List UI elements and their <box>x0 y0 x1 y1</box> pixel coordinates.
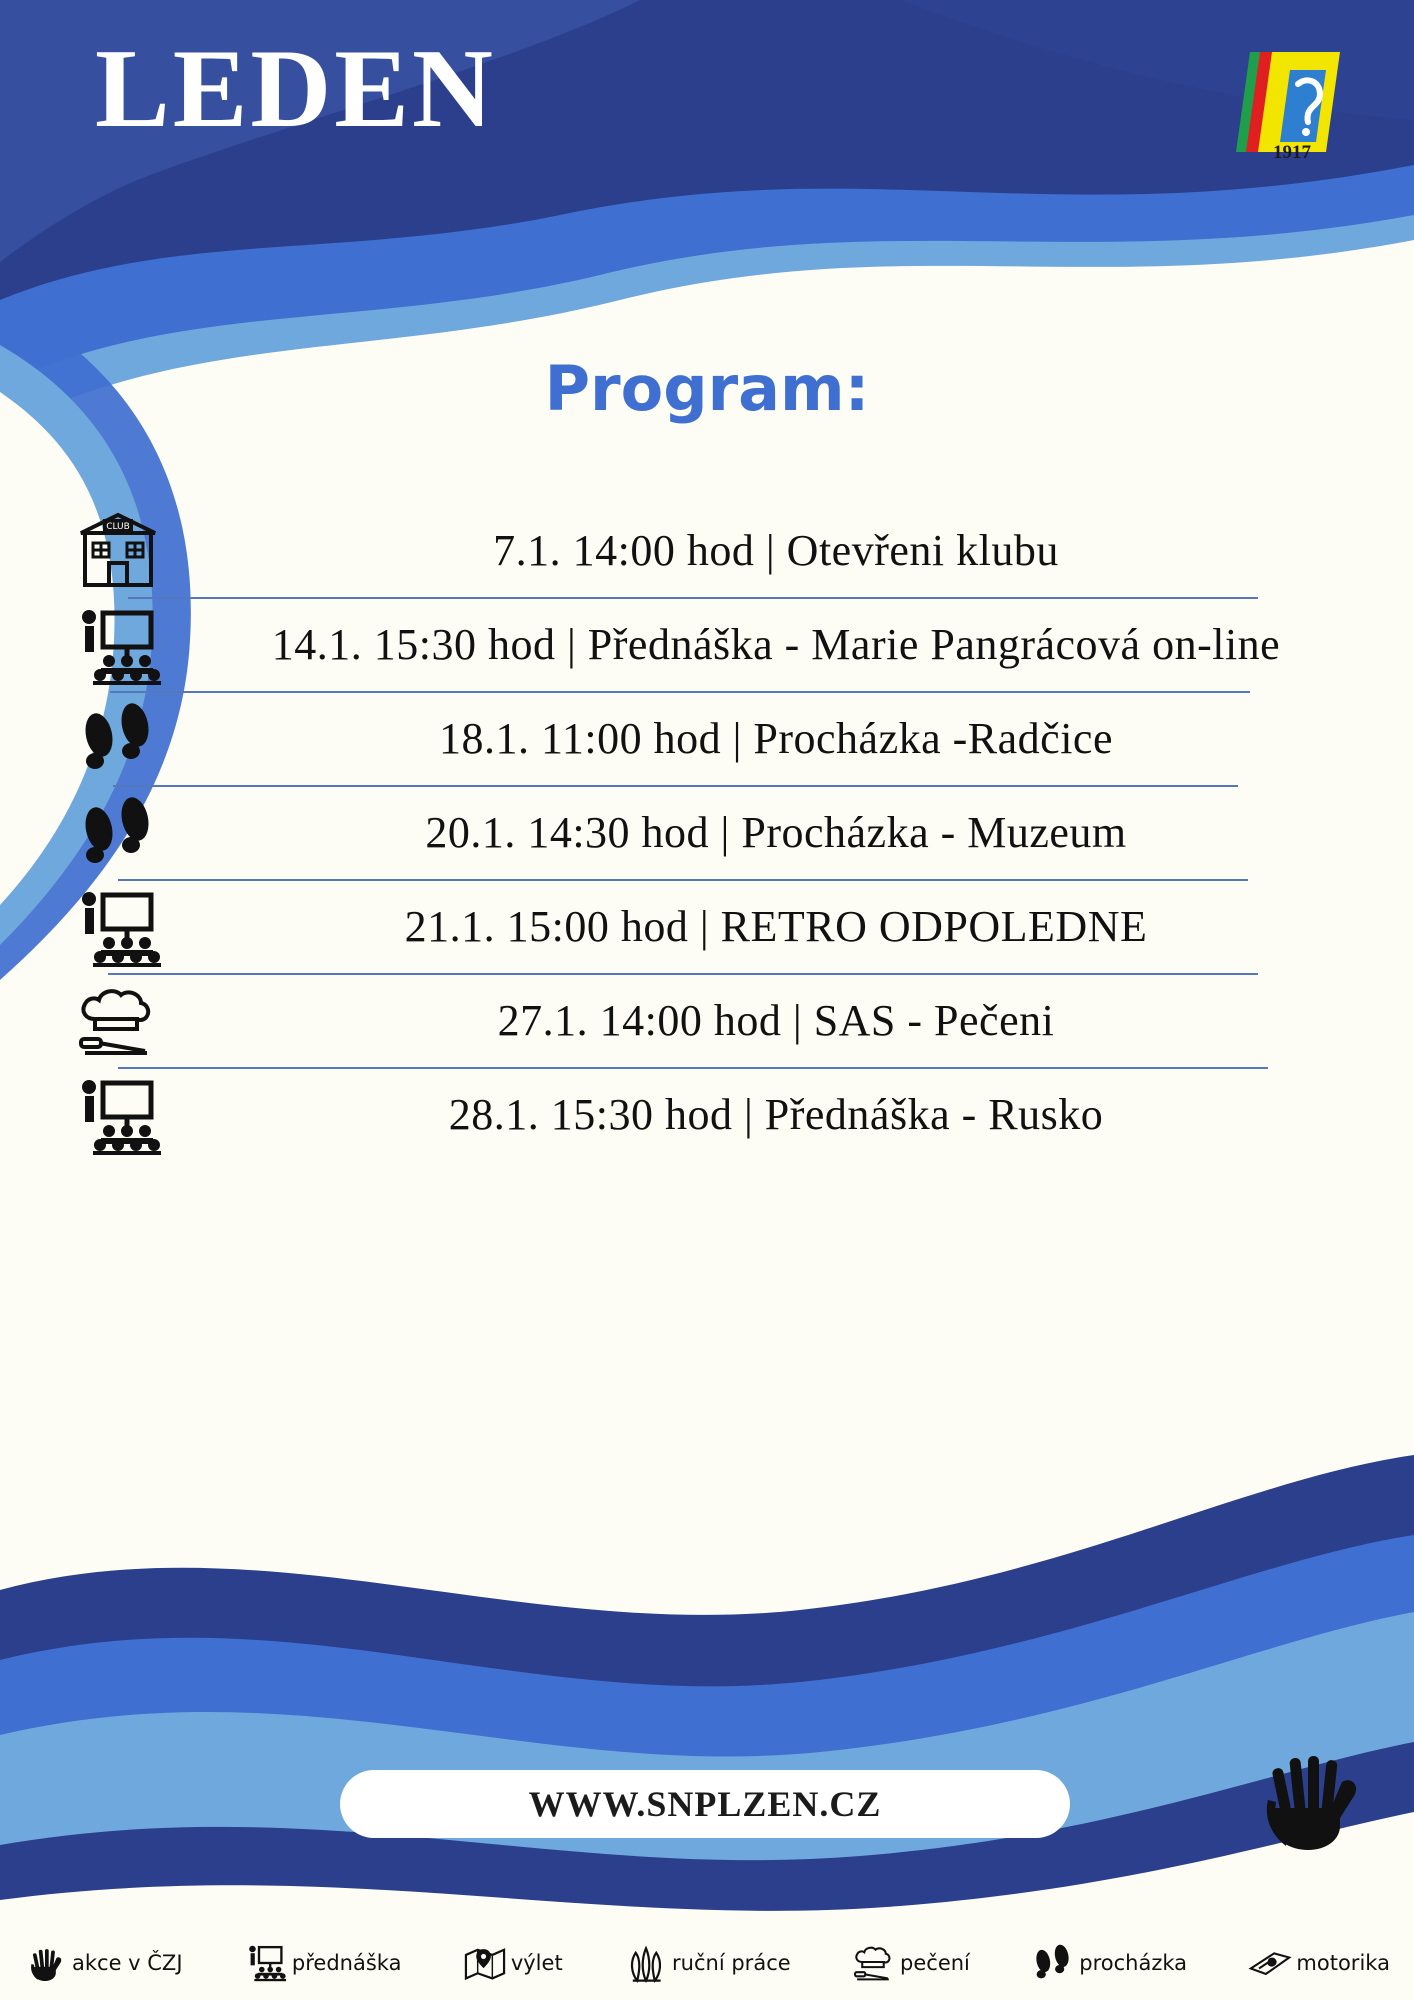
legend-item <box>624 1940 791 1986</box>
event-text: 21.1. 15:00 hod | RETRO ODPOLEDNE <box>404 902 1148 952</box>
program-heading: Program: <box>544 352 870 425</box>
legend-label: přednáška <box>291 1951 402 1975</box>
event-text: 14.1. 15:30 hod | Přednáška - Marie Pangrácová on-line <box>271 620 1281 670</box>
logo-year-label: 1917 <box>1273 142 1311 163</box>
lecture-icon <box>58 605 178 685</box>
legend-label: pečení <box>900 1951 970 1975</box>
baking-icon <box>58 981 178 1061</box>
list-item <box>0 787 1414 879</box>
list-item <box>0 599 1414 691</box>
legend <box>0 1940 1414 1986</box>
legend-label: výlet <box>510 1951 563 1975</box>
legend-item <box>852 1940 970 1986</box>
event-text: 7.1. 14:00 hod | Otevřeni klubu <box>493 526 1059 576</box>
list-item <box>0 881 1414 973</box>
footsteps-icon <box>1031 1940 1075 1986</box>
legend-item <box>24 1940 183 1986</box>
event-list <box>0 505 1414 1161</box>
legend-label: ruční práce <box>672 1951 791 1975</box>
legend-label: procházka <box>1079 1951 1188 1975</box>
website-label: WWW.SNPLZEN.CZ <box>528 1784 882 1824</box>
event-text: 27.1. 14:00 hod | SAS - Pečeni <box>497 996 1055 1046</box>
list-item <box>0 975 1414 1067</box>
sign-language-hands-icon <box>24 1940 68 1986</box>
lecture-icon <box>58 1075 178 1155</box>
website-button[interactable] <box>340 1770 1070 1838</box>
sign-language-hands-icon <box>1246 1742 1376 1852</box>
club-building-icon <box>58 511 178 591</box>
legend-item <box>244 1940 402 1986</box>
lecture-icon <box>244 1940 288 1986</box>
legend-label: akce v ČZJ <box>72 1951 183 1975</box>
svg-text:CLUB: CLUB <box>106 522 130 532</box>
legend-label: motorika <box>1296 1951 1390 1975</box>
legend-item <box>463 1940 563 1986</box>
footsteps-icon <box>58 793 178 873</box>
event-text: 28.1. 15:30 hod | Přednáška - Rusko <box>448 1090 1104 1140</box>
footsteps-icon <box>58 699 178 779</box>
list-item <box>0 693 1414 785</box>
list-item <box>0 1069 1414 1161</box>
motor-skills-icon <box>1248 1940 1292 1986</box>
event-text: 18.1. 11:00 hod | Procházka -Radčice <box>439 714 1113 764</box>
page-title: LEDEN <box>95 27 496 151</box>
legend-item <box>1031 1940 1187 1986</box>
baking-icon <box>852 1940 896 1986</box>
map-pin-icon <box>463 1940 507 1986</box>
lecture-icon <box>58 887 178 967</box>
handcraft-leaf-icon <box>624 1940 668 1986</box>
legend-item <box>1248 1940 1390 1986</box>
event-text: 20.1. 14:30 hod | Procházka - Muzeum <box>425 808 1127 858</box>
list-item <box>0 505 1414 597</box>
